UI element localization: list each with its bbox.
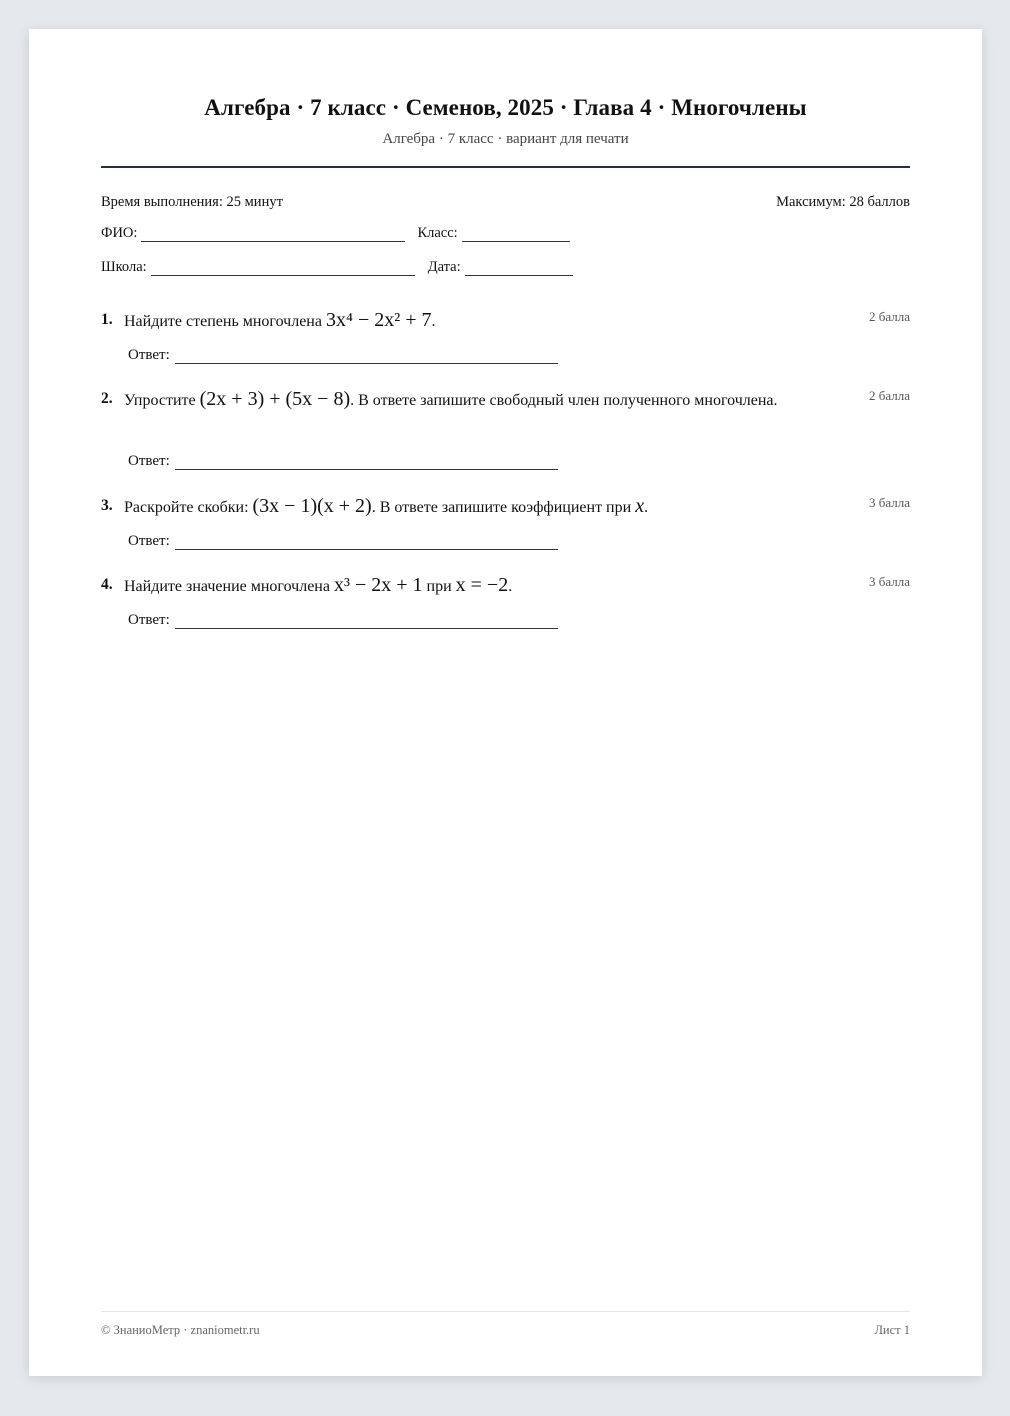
problem-text-before: Раскройте скобки: xyxy=(124,499,253,516)
class-label: Класс: xyxy=(417,225,458,241)
problem-text-after: . В ответе запишите свободный член полученного многочлена. xyxy=(350,392,778,409)
footer-copyright: © ЗнаниоМетр · znaniometr.ru xyxy=(101,1323,260,1337)
date-blank[interactable] xyxy=(465,263,573,276)
school-blank[interactable] xyxy=(151,263,415,276)
problem-points: 3 балла xyxy=(869,574,910,589)
answer-label: Ответ: xyxy=(128,612,170,628)
problem-text xyxy=(124,307,784,335)
max-score: Максимум: 28 баллов xyxy=(776,194,910,210)
problem-text-before: Найдите значение многочлена xyxy=(124,578,334,595)
answer-3 xyxy=(128,533,558,550)
answer-blank[interactable] xyxy=(175,616,558,629)
problem-number: 4. xyxy=(101,576,113,593)
problem-text-before: Найдите степень многочлена xyxy=(124,313,326,330)
page-number: Лист 1 xyxy=(874,1323,910,1337)
problem-text-after-2: . xyxy=(644,499,649,516)
meta-row xyxy=(101,194,910,211)
problem-text xyxy=(124,572,784,600)
problem-text-before: Упростите xyxy=(124,392,200,409)
problem-math-variable: x xyxy=(635,495,645,517)
problem-points: 3 балла xyxy=(869,495,910,510)
problem-text-after: . В ответе запишите коэффициент при xyxy=(371,499,636,516)
school-label: Школа: xyxy=(101,259,147,275)
problem-text xyxy=(124,386,784,414)
problem-math: (2x + 3) + (5x − 8) xyxy=(199,388,351,410)
answer-blank[interactable] xyxy=(175,351,558,364)
date-label: Дата: xyxy=(427,259,461,275)
problem-points: 2 балла xyxy=(869,309,910,324)
problem-text-mid: при xyxy=(422,578,456,595)
name-class-row xyxy=(101,225,570,242)
school-date-row xyxy=(101,259,573,276)
class-blank[interactable] xyxy=(462,229,570,242)
answer-1 xyxy=(128,347,558,364)
header-divider xyxy=(101,166,910,168)
name-blank[interactable] xyxy=(141,229,405,242)
page-title: Алгебра · 7 класс · Семенов, 2025 · Глава 4 · Многочлены xyxy=(204,95,807,120)
page-subtitle: Алгебра · 7 класс · вариант для печати xyxy=(382,131,629,147)
problem-number: 2. xyxy=(101,390,113,407)
problem-number: 1. xyxy=(101,311,113,328)
answer-blank[interactable] xyxy=(175,457,558,470)
answer-2 xyxy=(128,453,558,470)
problem-number: 3. xyxy=(101,497,113,514)
time-limit: Время выполнения: 25 минут xyxy=(101,194,283,210)
problem-text xyxy=(124,493,784,521)
problem-math: (3x − 1)(x + 2) xyxy=(252,495,372,517)
problem-text-after: . xyxy=(431,313,436,330)
problem-text-after: . xyxy=(508,578,513,595)
name-label: ФИО: xyxy=(101,225,138,241)
worksheet-page xyxy=(29,29,982,1376)
problem-math: 3x⁴ − 2x² + 7 xyxy=(325,309,432,331)
answer-blank[interactable] xyxy=(175,537,558,550)
problem-math-value: x = −2 xyxy=(455,574,509,596)
answer-label: Ответ: xyxy=(128,347,170,363)
answer-label: Ответ: xyxy=(128,533,170,549)
answer-label: Ответ: xyxy=(128,453,170,469)
page-footer xyxy=(101,1323,910,1338)
answer-4 xyxy=(128,612,558,629)
problem-math: x³ − 2x + 1 xyxy=(333,574,423,596)
problem-points: 2 балла xyxy=(869,388,910,403)
page-content xyxy=(101,29,910,1376)
footer-divider xyxy=(101,1311,910,1312)
